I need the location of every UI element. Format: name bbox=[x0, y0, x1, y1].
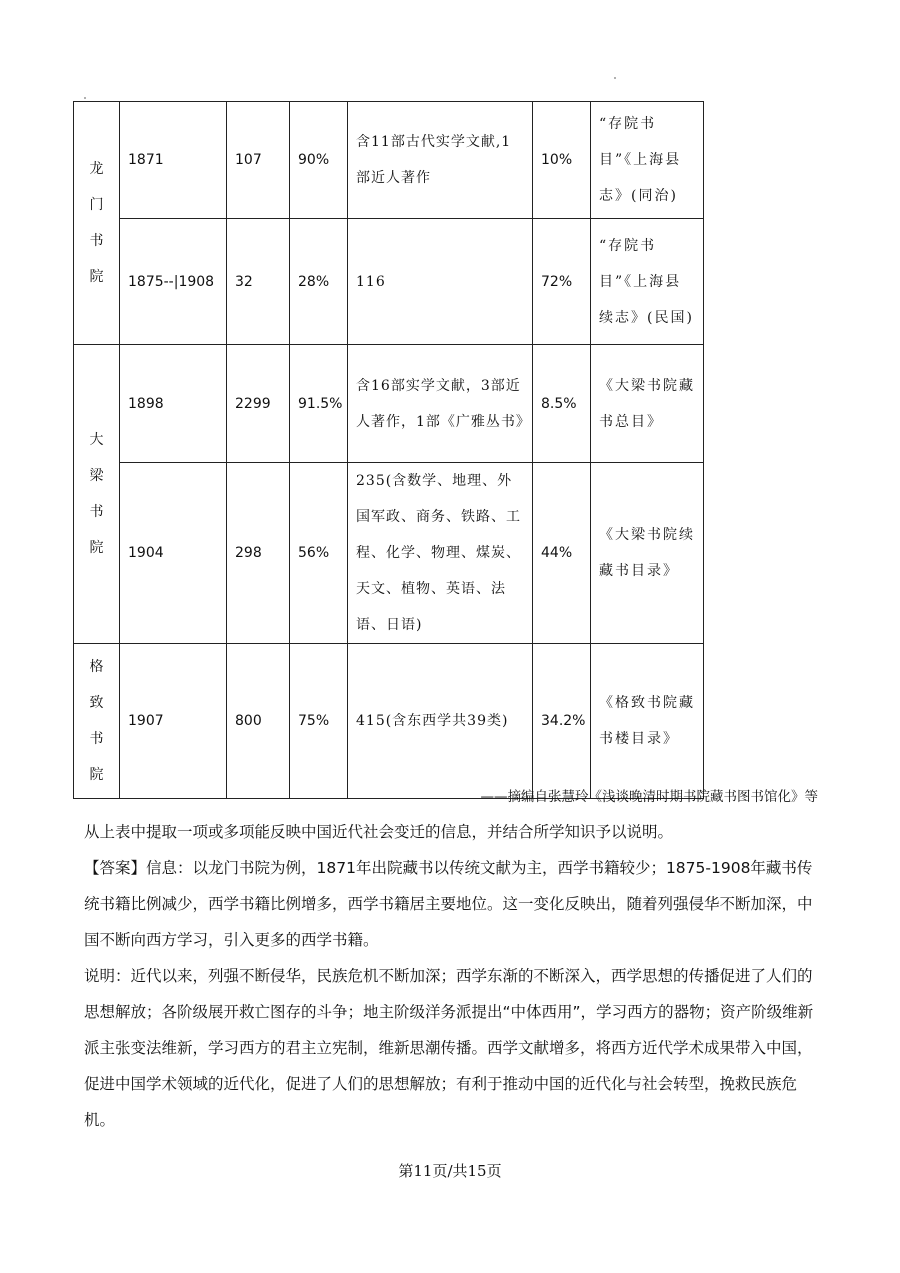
academy-char: 龙 bbox=[89, 161, 104, 177]
count-cell: 32 bbox=[227, 219, 290, 345]
table-row bbox=[74, 644, 704, 799]
year-cell: 1904 bbox=[120, 463, 227, 644]
source-cell: 《大梁书院藏书总目》 bbox=[591, 345, 704, 463]
western-pct-cell: 34.2% bbox=[533, 644, 591, 799]
western-pct-cell: 10% bbox=[533, 102, 591, 219]
western-detail-cell: 235(含数学、地理、外国军政、商务、铁路、工程、化学、物理、煤炭、天文、植物、英语、法语、日语) bbox=[348, 463, 533, 644]
academy-char: 致 bbox=[89, 695, 104, 711]
year-cell: 1875--|1908 bbox=[120, 219, 227, 345]
traditional-pct-cell: 90% bbox=[290, 102, 348, 219]
western-detail-cell: 415(含东西学共39类) bbox=[348, 644, 533, 799]
source-cell: 《格致书院藏书楼目录》 bbox=[591, 644, 704, 799]
western-pct-cell: 72% bbox=[533, 219, 591, 345]
year-cell: 1871 bbox=[120, 102, 227, 219]
academy-char: 院 bbox=[89, 767, 104, 783]
count-cell: 298 bbox=[227, 463, 290, 644]
count-cell: 107 bbox=[227, 102, 290, 219]
table-row bbox=[74, 345, 704, 463]
traditional-pct-cell: 75% bbox=[290, 644, 348, 799]
academy-name-cell bbox=[74, 345, 120, 644]
table-row bbox=[74, 102, 704, 219]
source-cell: 《大梁书院续藏书目录》 bbox=[591, 463, 704, 644]
academy-char: 书 bbox=[89, 731, 104, 747]
answer-paragraph: 【答案】信息：以龙门书院为例，1871年出院藏书以传统文献为主，西学书籍较少；1875-1908年藏书传统书籍比例减少，西学书籍比例增多，西学书籍居主要地位。这一变化反映出，随着列强侵华不断加深，中国不断向西方学习，引入更多的西学书籍。 bbox=[84, 859, 813, 949]
western-detail-cell: 含16部实学文献，3部近人著作，1部《广雅丛书》 bbox=[348, 345, 533, 463]
academy-name-cell bbox=[74, 102, 120, 345]
academy-char: 院 bbox=[89, 540, 104, 556]
scan-speck bbox=[614, 77, 616, 79]
academy-char: 书 bbox=[89, 233, 104, 249]
scan-speck bbox=[84, 97, 86, 99]
academy-name-cell bbox=[74, 644, 120, 799]
academy-char: 院 bbox=[89, 269, 104, 285]
year-cell: 1907 bbox=[120, 644, 227, 799]
western-pct-cell: 8.5% bbox=[533, 345, 591, 463]
year-cell: 1898 bbox=[120, 345, 227, 463]
academy-char: 书 bbox=[89, 504, 104, 520]
library-holdings-table bbox=[73, 101, 704, 799]
page-number: 第11页/共15页 bbox=[398, 1162, 502, 1180]
source-cell: “存院书目”《上海县续志》(民国) bbox=[591, 219, 704, 345]
western-pct-cell: 44% bbox=[533, 463, 591, 644]
source-cell: “存院书目”《上海县志》(同治) bbox=[591, 102, 704, 219]
count-cell: 2299 bbox=[227, 345, 290, 463]
academy-char: 门 bbox=[89, 197, 104, 213]
table-source-caption: ——摘编自张慧玲《浅谈晚清时期书院藏书图书馆化》等 bbox=[480, 789, 818, 805]
traditional-pct-cell: 56% bbox=[290, 463, 348, 644]
question-text: 从上表中提取一项或多项能反映中国近代社会变迁的信息，并结合所学知识予以说明。 bbox=[84, 823, 674, 841]
academy-char: 大 bbox=[89, 432, 104, 448]
table-row bbox=[74, 463, 704, 644]
count-cell: 800 bbox=[227, 644, 290, 799]
academy-char: 格 bbox=[89, 659, 104, 675]
western-detail-cell: 116 bbox=[348, 219, 533, 345]
western-detail-cell: 含11部古代实学文献,1部近人著作 bbox=[348, 102, 533, 219]
table-row bbox=[74, 219, 704, 345]
traditional-pct-cell: 28% bbox=[290, 219, 348, 345]
academy-char: 梁 bbox=[89, 468, 104, 484]
traditional-pct-cell: 91.5% bbox=[290, 345, 348, 463]
explanation-paragraph: 说明：近代以来，列强不断侵华，民族危机不断加深；西学东渐的不断深入，西学思想的传播促进了人们的思想解放；各阶级展开救亡图存的斗争；地主阶级洋务派提出“中体西用”，学习西方的器物；资产阶级维新派主张变法维新，学习西方的君主立宪制，维新思潮传播。西学文献增多，将西方近代学术成果带入中国，促进中国学术领域的近代化，促进了人们的思想解放；有利于推动中国的近代化与社会转型，挽救民族危机。 bbox=[84, 967, 814, 1129]
